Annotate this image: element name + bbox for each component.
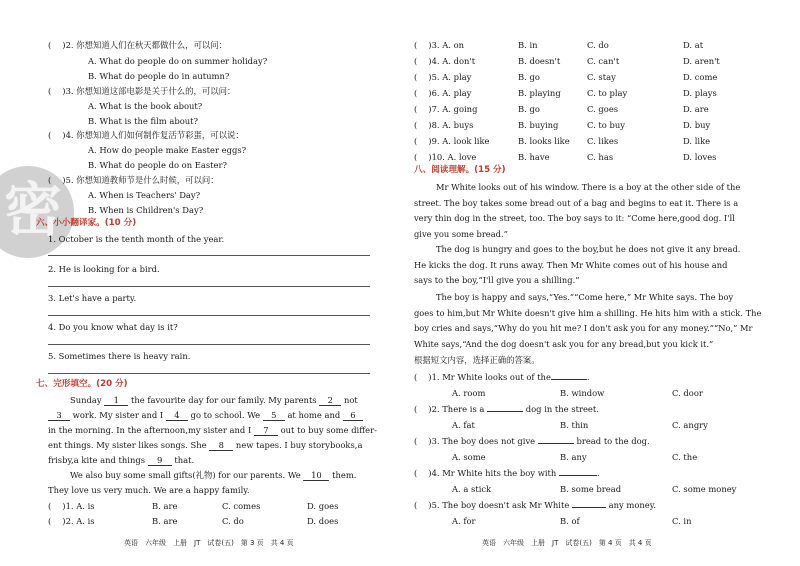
- cloze-8-option-b[interactable]: B. buying: [518, 120, 559, 130]
- reading-q1-stem: ( )1. Mr White looks out of the .: [414, 372, 590, 382]
- reading-q3-option-a[interactable]: A. some: [452, 452, 486, 462]
- reading-q4-option-a[interactable]: A. a stick: [452, 484, 492, 494]
- cloze-blank-6[interactable]: 6: [343, 410, 363, 421]
- cloze-line-6: We also buy some small gifts(礼物) for our parents. We 10 them.: [70, 470, 357, 480]
- translate-item-1: 1. October is the tenth month of the year.: [48, 234, 225, 244]
- cloze-blank-8[interactable]: 8: [209, 440, 233, 451]
- cloze-3-option-c[interactable]: C. do: [587, 40, 609, 50]
- cloze-5-option-b[interactable]: B. go: [518, 72, 540, 82]
- seal-stamp: 密: [0, 166, 74, 258]
- reading-q2-option-b[interactable]: B. thin: [560, 420, 589, 430]
- section-6-title: 六、小小翻译家。(10 分): [36, 218, 137, 228]
- cloze-1-option-c[interactable]: C. comes: [222, 501, 261, 511]
- right-page: [400, 0, 800, 566]
- question-5-stem: ( )5. 你想知道教师节是什么时候，可以问：: [48, 175, 219, 185]
- reading-q5-option-b[interactable]: B. of: [560, 516, 580, 526]
- cloze-line-4: ent things. My sister likes songs. She 8 new tapes. I buy storybooks,a: [48, 440, 363, 450]
- reading-q3-stem: ( )3. The boy does not give bread to the dog.: [414, 436, 650, 446]
- reading-q3-blank[interactable]: [538, 443, 574, 444]
- question-4-stem: ( )4. 你想知道人们如何制作复活节彩蛋，可以说：: [48, 130, 244, 140]
- translate-item-4: 4. Do you know what day is it?: [48, 322, 178, 332]
- cloze-line-7: They love us very much. We are a happy family.: [48, 485, 250, 495]
- cloze-4-stem-option-a[interactable]: ( )4. A. don't: [414, 56, 476, 66]
- page-footer-left: 英语 六年级 上册 JT 试卷(五) 第 3 页 共 4 页: [124, 539, 294, 547]
- translate-item-5: 5. Sometimes there is heavy rain.: [48, 351, 191, 361]
- cloze-5-stem-option-a[interactable]: ( )5. A. play: [414, 72, 472, 82]
- reading-q1-blank[interactable]: [551, 379, 587, 380]
- cloze-3-option-d[interactable]: D. at: [683, 40, 704, 50]
- reading-q2-option-a[interactable]: A. fat: [452, 420, 475, 430]
- reading-q2-stem: ( )2. There is a dog in the street.: [414, 404, 599, 414]
- cloze-10-option-d[interactable]: D. loves: [683, 152, 717, 162]
- cloze-2-option-d[interactable]: D. does: [307, 516, 339, 526]
- cloze-7-option-b[interactable]: B. go: [518, 104, 540, 114]
- cloze-7-option-c[interactable]: C. goes: [587, 104, 619, 114]
- cloze-line-5: frisby,a kite and things 9 that.: [48, 455, 195, 465]
- cloze-6-option-c[interactable]: C. to play: [587, 88, 628, 98]
- reading-paragraph-2: The dog is hungry and goes to the boy,but he does not give it any bread. He kicks the dog. It runs away. Then Mr White comes out of his house and says to the boy,“I'll give you a shilling.”: [414, 244, 741, 286]
- question-4-option-a[interactable]: A. How do people make Easter eggs?: [88, 145, 247, 155]
- question-2-option-b[interactable]: B. What do people do in autumn?: [88, 71, 230, 81]
- cloze-line-3: in the morning. In the afternoon,my sister and I 7 out to buy some differ-: [48, 425, 377, 435]
- reading-instruction: 根据短文内容，选择正确的答案。: [414, 355, 540, 365]
- answer-line-5[interactable]: [48, 373, 370, 374]
- reading-q3-option-b[interactable]: B. any: [560, 452, 587, 462]
- reading-q4-blank[interactable]: [559, 475, 597, 476]
- cloze-5-option-d[interactable]: D. come: [683, 72, 718, 82]
- cloze-2-option-c[interactable]: C. do: [222, 516, 244, 526]
- reading-q1-option-a[interactable]: A. room: [452, 388, 486, 398]
- cloze-line-1: Sunday 1 the favourite day for our family. My parents 2 not: [70, 395, 358, 405]
- reading-q2-option-c[interactable]: C. angry: [672, 420, 708, 430]
- cloze-blank-9[interactable]: 9: [148, 455, 172, 466]
- cloze-1-option-d[interactable]: D. goes: [307, 501, 339, 511]
- question-2-option-a[interactable]: A. What do people do on summer holiday?: [88, 56, 268, 66]
- reading-q5-option-c[interactable]: C. in: [672, 516, 692, 526]
- translate-item-3: 3. Let's have a party.: [48, 293, 137, 303]
- cloze-7-option-d[interactable]: D. are: [683, 104, 709, 114]
- cloze-2-option-b[interactable]: B. are: [152, 516, 178, 526]
- cloze-blank-3[interactable]: 3: [48, 410, 70, 421]
- reading-q1-option-c[interactable]: C. door: [672, 388, 703, 398]
- question-3-option-b[interactable]: B. What is the film about?: [88, 116, 199, 126]
- cloze-8-option-d[interactable]: D. buy: [683, 120, 711, 130]
- reading-q4-stem: ( )4. Mr White hits the boy with .: [414, 468, 600, 478]
- cloze-blank-7[interactable]: 7: [254, 425, 278, 436]
- cloze-blank-10[interactable]: 10: [303, 470, 329, 481]
- cloze-8-stem-option-a[interactable]: ( )8. A. buys: [414, 120, 474, 130]
- cloze-9-option-c[interactable]: C. likes: [587, 136, 619, 146]
- cloze-10-option-b[interactable]: B. have: [518, 152, 550, 162]
- reading-q1-option-b[interactable]: B. window: [560, 388, 605, 398]
- cloze-3-stem-option-a[interactable]: ( )3. A. on: [414, 40, 465, 50]
- question-5-option-a[interactable]: A. When is Teachers' Day?: [88, 190, 201, 200]
- question-3-option-a[interactable]: A. What is the book about?: [88, 101, 203, 111]
- question-5-option-b[interactable]: B. When is Children's Day?: [88, 205, 204, 215]
- reading-paragraph-1: Mr White looks out of his window. There is a boy at the other side of the street. The boy takes some bread out of a bag and begins to eat it. There is a very thin dog in the street, too. The boy says to it: “Come here,good dog. I'll give you some bread.”: [414, 182, 741, 239]
- cloze-6-option-d[interactable]: D. plays: [683, 88, 717, 98]
- answer-line-4[interactable]: [48, 344, 370, 345]
- cloze-9-stem-option-a[interactable]: ( )9. A. look like: [414, 136, 490, 146]
- cloze-7-stem-option-a[interactable]: ( )7. A. going: [414, 104, 478, 114]
- cloze-line-2: 3 work. My sister and I 4 go to school. We 5 at home and 6: [48, 410, 363, 421]
- answer-line-3[interactable]: [48, 315, 370, 316]
- cloze-9-option-b[interactable]: B. looks like: [518, 136, 570, 146]
- cloze-5-option-c[interactable]: C. stay: [587, 72, 616, 82]
- section-7-title: 七、完形填空。(20 分): [36, 379, 128, 389]
- cloze-4-option-d[interactable]: D. aren't: [683, 56, 720, 66]
- cloze-6-stem-option-a[interactable]: ( )6. A. play: [414, 88, 472, 98]
- translate-item-2: 2. He is looking for a bird.: [48, 264, 160, 274]
- question-4-option-b[interactable]: B. What do people do on Easter?: [88, 160, 227, 170]
- cloze-1-option-b[interactable]: B. are: [152, 501, 178, 511]
- cloze-blank-2[interactable]: 2: [319, 395, 341, 406]
- cloze-blank-4[interactable]: 4: [166, 410, 188, 421]
- cloze-4-option-c[interactable]: C. can't: [587, 56, 620, 66]
- page-footer-right: 英语 六年级 上册 JT 试卷(五) 第 4 页 共 4 页: [482, 539, 652, 547]
- cloze-10-stem-option-a[interactable]: ( )10. A. love: [414, 152, 477, 162]
- cloze-2-stem-option-a[interactable]: ( )2. A. is: [48, 516, 95, 526]
- reading-q4-option-c[interactable]: C. some money: [672, 484, 737, 494]
- cloze-blank-1[interactable]: 1: [104, 395, 128, 406]
- reading-q5-stem: ( )5. The boy doesn't ask Mr White any money.: [414, 500, 657, 510]
- cloze-8-option-c[interactable]: C. to buy: [587, 120, 625, 130]
- cloze-blank-5[interactable]: 5: [263, 410, 285, 421]
- reading-q2-blank[interactable]: [487, 411, 523, 412]
- answer-line-1[interactable]: [48, 255, 370, 256]
- reading-q4-option-b[interactable]: B. some bread: [560, 484, 622, 494]
- reading-q5-blank[interactable]: [572, 507, 606, 508]
- cloze-1-stem-option-a[interactable]: ( )1. A. is: [48, 501, 95, 511]
- cloze-3-option-b[interactable]: B. in: [518, 40, 538, 50]
- cloze-10-option-c[interactable]: C. has: [587, 152, 614, 162]
- cloze-4-option-b[interactable]: B. doesn't: [518, 56, 561, 66]
- question-2-stem: ( )2. 你想知道人们在秋天都做什么，可以问：: [48, 40, 227, 50]
- reading-q3-option-c[interactable]: C. the: [672, 452, 698, 462]
- reading-q5-option-a[interactable]: A. for: [452, 516, 476, 526]
- cloze-9-option-d[interactable]: D. like: [683, 136, 711, 146]
- cloze-6-option-b[interactable]: B. playing: [518, 88, 561, 98]
- section-8-title: 八、阅读理解。(15 分): [414, 165, 506, 175]
- question-3-stem: ( )3. 你想知道这部电影是关于什么的，可以问：: [48, 86, 236, 96]
- reading-paragraph-3: The boy is happy and says,“Yes.”“Come here,” Mr White says. The boy goes to him,but Mr White doesn't give him a shilling. He hits him with a stick. The boy cries and says,“Why do you hit me? I don't ask you for any money.”“No,” Mr White says,“And the dog doesn't ask you for any bread,but you kick it.”: [414, 292, 762, 349]
- answer-line-2[interactable]: [48, 286, 370, 287]
